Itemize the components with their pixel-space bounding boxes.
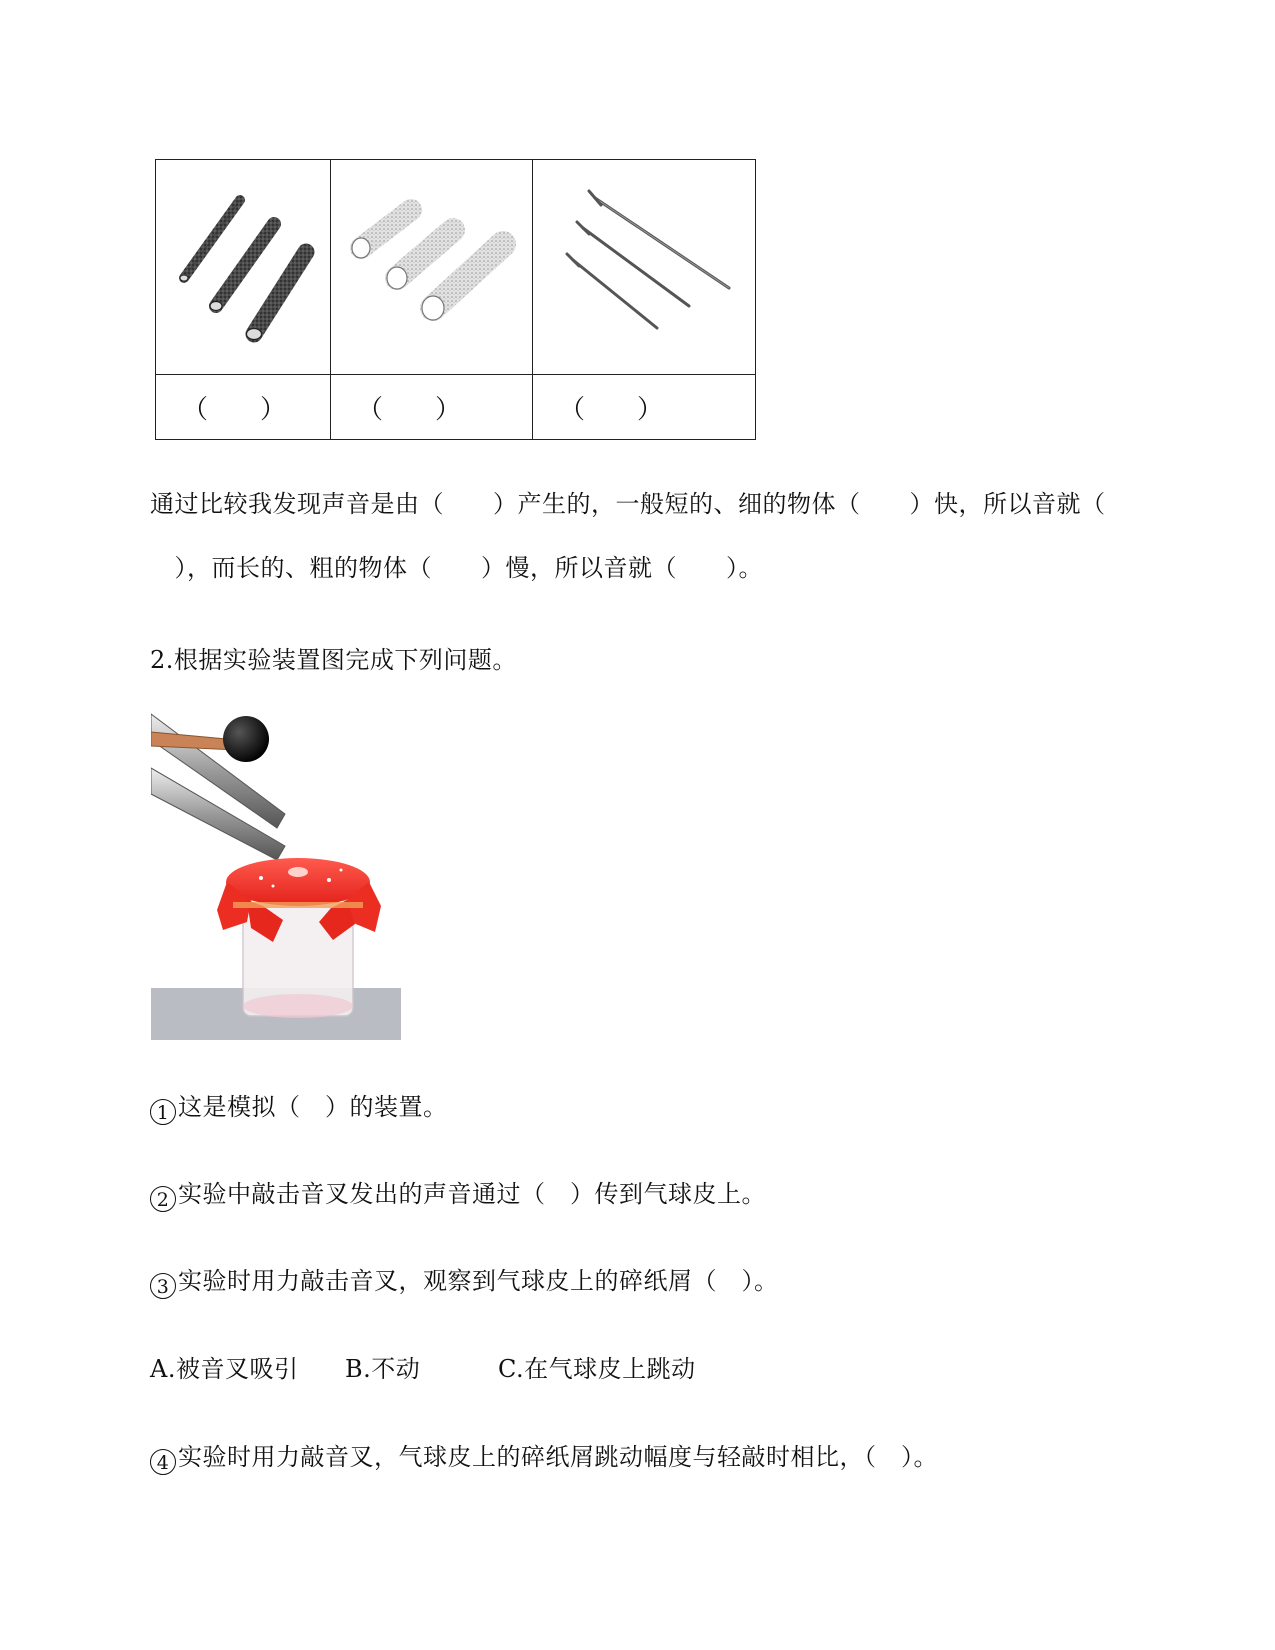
- image-cell-short-thin-tubes: [156, 160, 331, 375]
- image-cell-white-tubes: [331, 160, 533, 375]
- circled-number-2: 2: [150, 1186, 176, 1212]
- conclusion-line-2: ），而长的、粗的物体（ ）慢，所以音就（ ）。: [150, 554, 763, 582]
- option-a[interactable]: A.被音叉吸引: [150, 1355, 299, 1383]
- sub-question-2: [150, 1182, 766, 1212]
- sub-question-text: 实验时用力敲击音叉，观察到气球皮上的碎纸屑（ ）。: [178, 1267, 779, 1295]
- white-tubes-image: [331, 160, 532, 370]
- option-c[interactable]: C.在气球皮上跳动: [498, 1355, 696, 1383]
- tuning-fork-experiment-image: [151, 710, 401, 1040]
- three-nails-image: [533, 160, 755, 370]
- sub-question-text: 这是模拟（ ）的装置。: [178, 1093, 448, 1121]
- image-cell-nails: [533, 160, 756, 375]
- thin-dark-tubes-image: [156, 160, 330, 370]
- circled-number-3: 3: [150, 1273, 176, 1299]
- conclusion-line-1: 通过比较我发现声音是由（ ）产生的，一般短的、细的物体（ ）快，所以音就（: [150, 490, 1106, 518]
- sub-question-1: [150, 1095, 448, 1125]
- circled-number-1: 1: [150, 1099, 176, 1125]
- circled-number-4: 4: [150, 1449, 176, 1475]
- blank-cell-1: [156, 375, 331, 440]
- sub-question-3: [150, 1269, 779, 1299]
- answer-blank[interactable]: （ ）: [357, 394, 462, 425]
- answer-blank[interactable]: （ ）: [182, 394, 287, 425]
- blank-cell-3: [533, 375, 756, 440]
- sub-question-text: 实验时用力敲音叉，气球皮上的碎纸屑跳动幅度与轻敲时相比，（ ）。: [178, 1443, 938, 1471]
- sub-question-4: [150, 1445, 938, 1475]
- option-b[interactable]: B.不动: [345, 1355, 421, 1383]
- question-2-title: 2.根据实验装置图完成下列问题。: [150, 646, 517, 674]
- answer-blank[interactable]: （ ）: [559, 394, 664, 425]
- blank-cell-2: [331, 375, 533, 440]
- comparison-table: [155, 159, 756, 440]
- sub-question-text: 实验中敲击音叉发出的声音通过（ ）传到气球皮上。: [178, 1180, 766, 1208]
